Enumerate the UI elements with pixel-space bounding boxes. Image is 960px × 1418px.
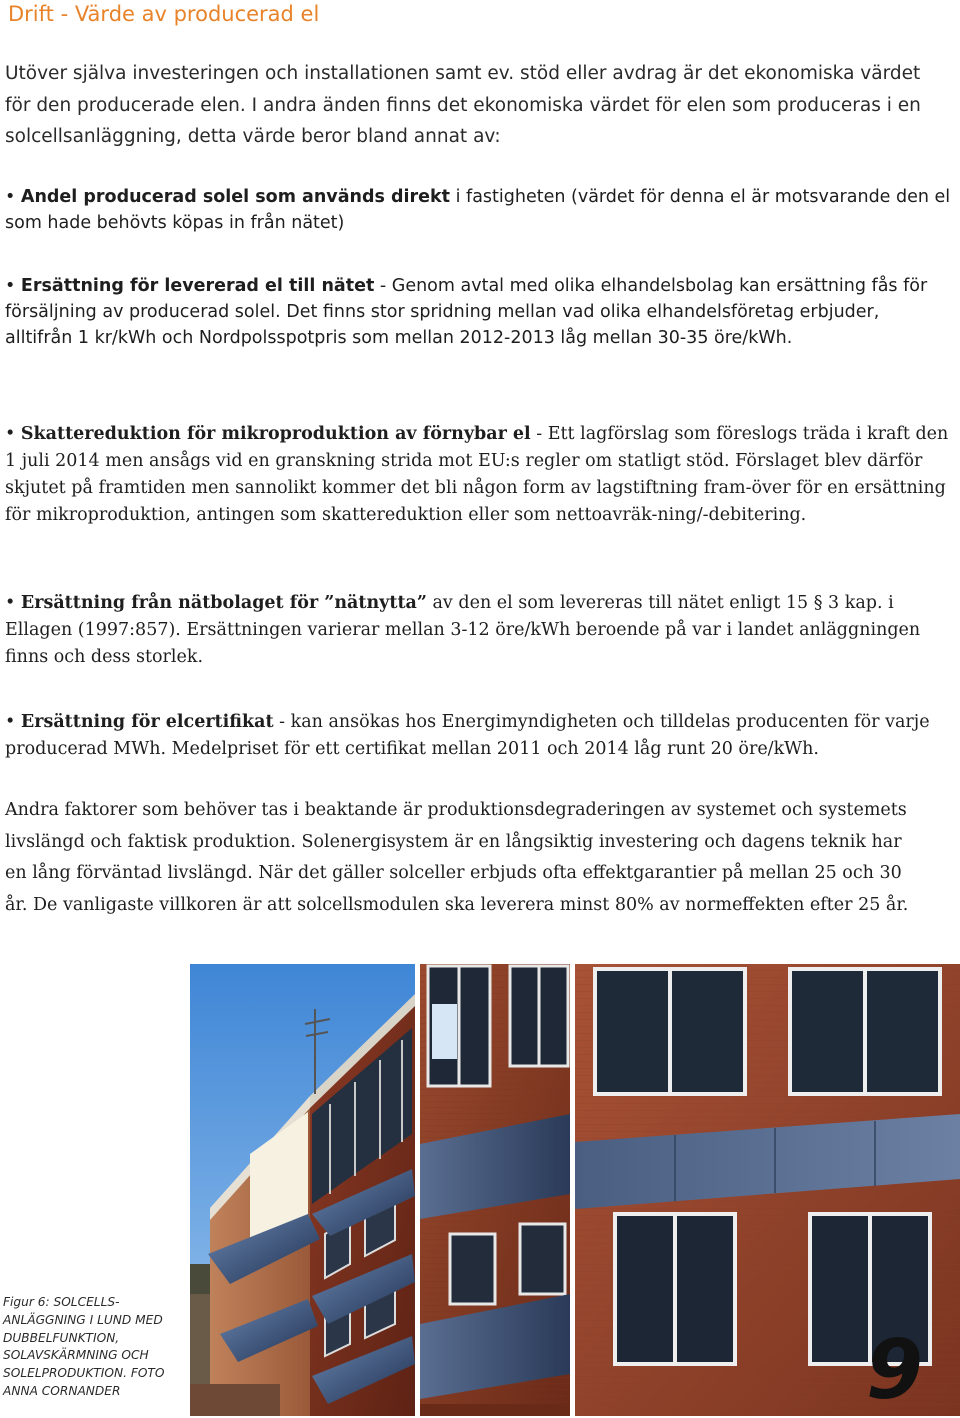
building-photo-left: [190, 964, 415, 1416]
bullet-marker: •: [5, 593, 16, 613]
bullet-title: Skattereduktion för mikroproduktion av förnybar el: [20, 424, 531, 444]
bullet-grid-compensation: [5, 273, 950, 351]
bullet-text: - kan ansökas hos Energimyndigheten och tilldelas producenten för varje producerad MWh. Medelpriset för ett certifikat mellan 2011 och 2014 låg runt 20 öre/kWh.: [5, 712, 930, 759]
page-heading: Drift - Värde av producerad el: [8, 2, 320, 26]
intro-paragraph: Utöver själva investeringen och installationen samt ev. stöd eller avdrag är det ekonomiska värdet för den producerade elen. I andra änden finns det ekonomiska värdet för elen som produceras i en solcellsanläggning, detta värde beror bland annat av:: [5, 63, 921, 147]
bullet-title: Ersättning från nätbolaget för ”nätnytta”: [20, 593, 427, 613]
bullet-title: Andel producerad solel som används direkt: [20, 187, 451, 207]
building-photo-right-image: [420, 964, 570, 1416]
page-number: 9: [866, 1323, 924, 1418]
bullet-title: Ersättning för levererad el till nätet: [20, 276, 375, 296]
bullet-marker: •: [5, 187, 16, 207]
closing-paragraph: Andra faktorer som behöver tas i beaktande är produktionsdegraderingen av systemet och systemets livslängd och faktisk produktion. Solenergisystem är en långsiktig investering och dagens teknik har en lång förväntad livslängd. När det gäller solceller erbjuds ofta effektgarantier på mellan 25 och 30 år. De vanligaste villkoren är att solcellsmodulen ska leverera minst 80% av normeffekten efter 25 år.: [5, 800, 909, 915]
figure-caption: Figur 6: SOLCELLS-ANLÄGGNING I LUND MED DUBBELFUNKTION, SOLAVSKÄRMNING OCH SOLELPRODUKTION. FOTO ANNA CORNANDER: [3, 1295, 165, 1398]
bullet-title: Ersättning för elcertifikat: [20, 712, 274, 732]
bullet-text: - Ett lagförslag som föreslogs träda i kraft den 1 juli 2014 men ansågs vid en granskning strida mot EU:s regler om statligt stöd. Förslaget blev därför skjutet på framtiden men sannolikt kommer det bli någon form av lagstiftning fram-över för en ersättning för mikroproduktion, antingen som skattereduktion eller som nettoavräk-ning/-debitering.: [5, 424, 949, 525]
bullet-text: i fastigheten (värdet för denna el är motsvarande den el som hade behövts köpas in från nätet): [5, 187, 951, 233]
building-photo-left-image: [190, 964, 415, 1416]
building-photo-right: [420, 964, 570, 1416]
bullet-marker: •: [5, 712, 16, 732]
bullet-certificates: [5, 709, 955, 763]
bullet-grid-benefit: [5, 590, 950, 671]
bullet-marker: •: [5, 276, 16, 296]
bullet-text: av den el som levereras till nätet enligt 15 § 3 kap. i Ellagen (1997:857). Ersättningen varierar mellan 3-12 öre/kWh beroende på var i landet anläggningen finns och dess storlek.: [5, 593, 921, 667]
bullet-marker: •: [5, 424, 16, 444]
bullet-own-use: [5, 184, 955, 236]
bullet-text: - Genom avtal med olika elhandelsbolag kan ersättning fås för försäljning av producerad solel. Det finns stor spridning mellan vad olika elhandelsföretag erbjuder, alltifrån 1 kr/kWh och Nordpolsspotpris som mellan 2012-2013 låg mellan 30-35 öre/kWh.: [5, 276, 928, 348]
bullet-tax-reduction: [5, 421, 955, 529]
